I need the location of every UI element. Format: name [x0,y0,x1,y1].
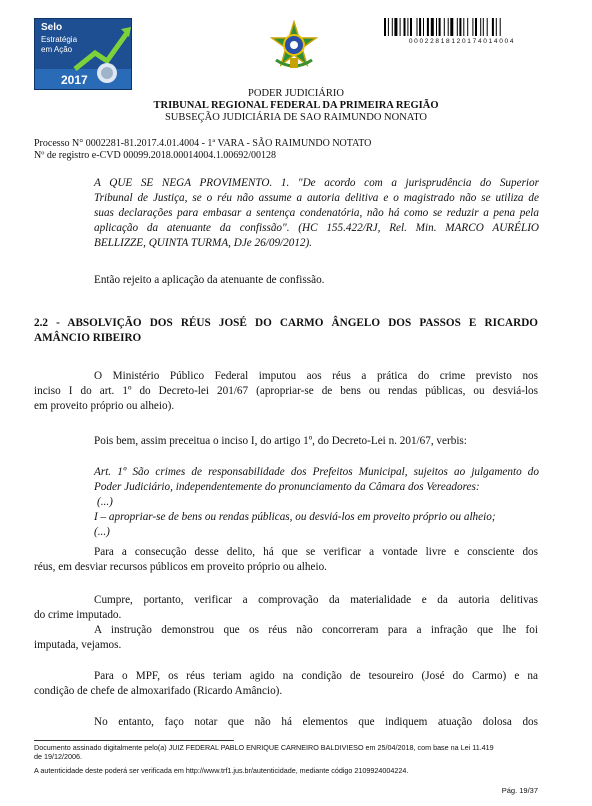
seal-line3: em Ação [41,45,73,54]
section-heading: 2.2 - ABSOLVIÇÃO DOS RÉUS JOSÉ DO CARMO ÂNGELO DOS PASSOS E RICARDO [34,317,538,329]
section-heading-cont: AMÂNCIO RIBEIRO [34,332,142,344]
paragraph-pois: Pois bem, assim preceitua o inciso I, do artigo 1º, do Decreto-Lei n. 201/67, verbis: [94,435,467,447]
paragraph-line: imputada, vejamos. [34,639,122,651]
paragraph-line: em proveito próprio ou alheio). [34,400,175,412]
seal-line1: Selo [41,22,63,33]
quote2-line: Art. 1º São crimes de responsabilidade dos Prefeitos Municipal, sujeitos ao julgamento do [94,466,539,478]
quote1-line: A QUE SE NEGA PROVIMENTO. 1. "De acordo com a jurisprudência do Superior [94,177,539,189]
brasil-coat-of-arms-icon [268,20,320,72]
page-number: Pág. 19/37 [501,786,538,795]
paragraph-line: No entanto, faço notar que não há elementos que indiquem atuação dolosa dos [94,716,538,728]
barcode-number: 00022818120174014004 [408,38,516,45]
header-tribunal: TRIBUNAL REGIONAL FEDERAL DA PRIMEIRA REGIÃO [153,100,439,111]
paragraph-line: inciso I do art. 1º do Decreto-lei 201/67 (apropriar-se de bens ou rendas públicas, ou desviá-los [34,385,538,397]
paragraph-line: A instrução demonstrou que os réus não concorreram para a infração que lhe foi [94,624,538,636]
selo-estrategia-badge [34,18,132,90]
quote2-line: (...) [94,526,110,538]
footer-divider [34,740,234,741]
quote1-line: aplicação da atenuante da confissão". (HC 155.422/RJ, Rel. Min. MARCO AURÉLIO [94,222,539,234]
quote2-line: I – apropriar-se de bens ou rendas públicas, ou desviá-los em proveito próprio ou alheio; [94,511,496,523]
registro-number: Nº de registro e-CVD 00099.2018.00014004.1.00692/00128 [34,150,276,161]
seal-line2: Estratégia [41,35,78,44]
paragraph-line: do crime imputado. [34,609,122,621]
paragraph-line: réus, em desviar recursos públicos em proveito próprio ou alheio. [34,561,327,573]
paragraph-rejeito: Então rejeito a aplicação da atenuante de confissão. [94,274,325,286]
quote1-line: BELLIZZE, QUINTA TURMA, DJe 26/09/2012). [94,237,313,249]
barcode-graphic [384,18,540,36]
header-subsecao: SUBSEÇÃO JUDICIÁRIA DE SAO RAIMUNDO NONATO [164,112,428,123]
paragraph-line: O Ministério Público Federal imputou aos réus a prática do crime previsto nos [94,370,538,382]
quote2-line: Poder Judiciário, independentemente do pronunciamento da Câmara dos Vereadores: [94,481,480,493]
paragraph-line: Cumpre, portanto, verificar a comprovação da materialidade e da autoria delitivas [94,594,538,606]
seal-year: 2017 [61,73,88,87]
quote1-line: suas declarações para embasar a sentença condenatória, não há como se reduzir a pena pela [94,207,539,219]
quote2-line: (...) [97,496,113,508]
header-poder: PODER JUDICIÁRIO [248,88,344,99]
paragraph-line: Para o MPF, os réus teriam agido na condição de tesoureiro (José do Carmo) e na [94,670,538,682]
processo-number: Processo N° 0002281-81.2017.4.01.4004 - 1ª VARA - SÃO RAIMUNDO NOTATO [34,138,372,149]
quote1-line: Tribunal de Justiça, se o réu não assume a autoria delitiva e o magistrado não se utiliza de [94,192,539,204]
footer-authenticity: A autenticidade deste poderá ser verificada em http://www.trf1.jus.br/autenticidade, mediante código 2109924004224. [34,766,409,775]
paragraph-line: condição de chefe de almoxarifado (Ricardo Amâncio). [34,685,283,697]
footer-signature: Documento assinado digitalmente pelo(a) JUIZ FEDERAL PABLO ENRIQUE CARNEIRO BALDIVIESO em 25/04/2018, com base na Lei 11.419 [34,743,494,752]
paragraph-line: Para a consecução desse delito, há que se verificar a vontade livre e consciente dos [94,546,538,558]
footer-signature-date: de 19/12/2006. [34,752,82,761]
